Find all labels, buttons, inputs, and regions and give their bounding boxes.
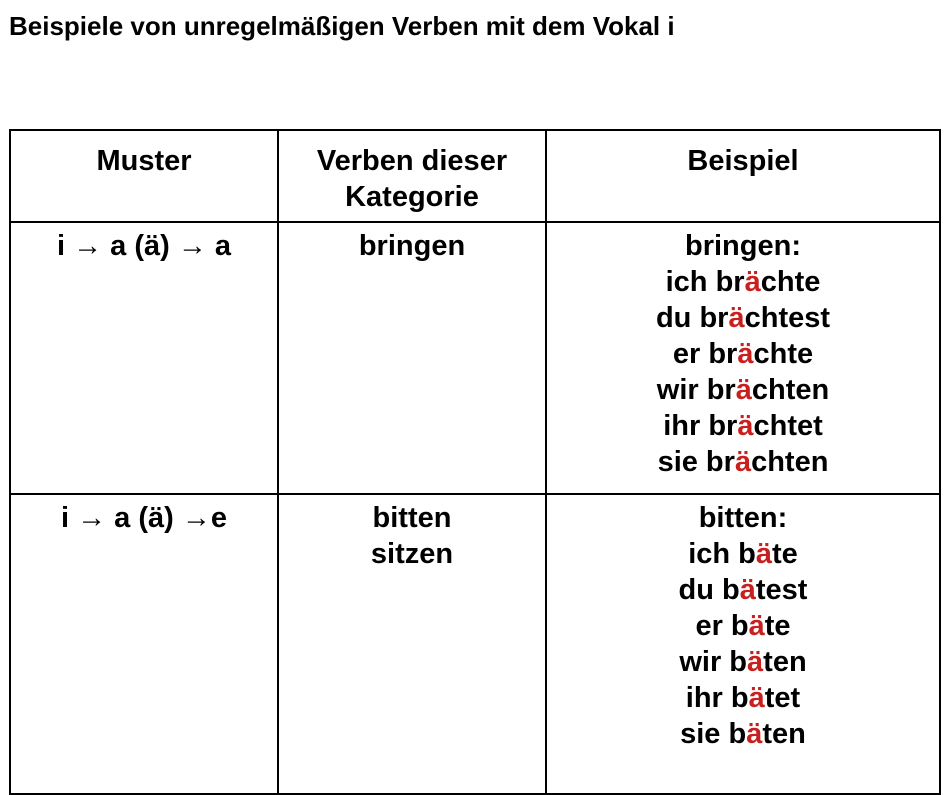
conjugation-line bbox=[547, 572, 939, 608]
highlighted-vowel: ä bbox=[728, 302, 745, 334]
highlighted-vowel: ä bbox=[755, 538, 772, 570]
muster-cell bbox=[10, 494, 278, 794]
conjugation-ending: chten bbox=[751, 374, 830, 406]
conjugation-line bbox=[547, 716, 939, 752]
highlighted-vowel: ä bbox=[734, 446, 752, 478]
conjugation-stem: sie br bbox=[657, 446, 735, 478]
conjugation-ending: chten bbox=[751, 446, 829, 478]
example-cell bbox=[546, 222, 940, 494]
header-verben-line-2: Kategorie bbox=[345, 181, 479, 213]
highlighted-vowel: ä bbox=[744, 266, 761, 298]
muster-pattern: i → a (ä) →e bbox=[61, 502, 227, 534]
table-row bbox=[10, 222, 940, 494]
table-header-row bbox=[10, 130, 940, 222]
conjugation-ending: chte bbox=[760, 266, 821, 298]
example-heading: bringen: bbox=[685, 230, 801, 262]
conjugation-line bbox=[547, 444, 939, 480]
conjugation-stem: wir br bbox=[656, 374, 736, 406]
highlighted-vowel: ä bbox=[747, 646, 764, 678]
conjugation-line bbox=[547, 536, 939, 572]
verb-table bbox=[9, 129, 941, 795]
conjugation-line bbox=[547, 408, 939, 444]
verbs-cell bbox=[278, 222, 546, 494]
highlighted-vowel: ä bbox=[739, 574, 756, 606]
conjugation-ending: ten bbox=[762, 718, 806, 750]
header-verben bbox=[278, 130, 546, 222]
conjugation-line bbox=[547, 336, 939, 372]
conjugation-stem: ich b bbox=[688, 538, 756, 570]
example-cell bbox=[546, 494, 940, 794]
highlighted-vowel: ä bbox=[737, 338, 754, 370]
highlighted-vowel: ä bbox=[737, 410, 754, 442]
header-muster-label: Muster bbox=[96, 145, 192, 177]
highlighted-vowel: ä bbox=[748, 682, 765, 714]
conjugation-ending: te bbox=[764, 610, 791, 642]
conjugation-ending: chte bbox=[753, 338, 814, 370]
conjugation-ending: test bbox=[755, 574, 808, 606]
header-muster bbox=[10, 130, 278, 222]
header-verben-line-1: Verben dieser bbox=[316, 145, 508, 177]
conjugation-line bbox=[547, 608, 939, 644]
header-beispiel-label: Beispiel bbox=[687, 145, 799, 177]
verb-item: bringen bbox=[358, 230, 466, 262]
page-title: Beispiele von unregelmäßigen Verben mit dem Vokal i bbox=[9, 11, 675, 41]
conjugation-line bbox=[547, 264, 939, 300]
conjugation-ending: te bbox=[772, 538, 798, 570]
conjugation-ending: ten bbox=[763, 646, 807, 678]
conjugation-line bbox=[547, 680, 939, 716]
table-row bbox=[10, 494, 940, 794]
conjugation-ending: chtet bbox=[753, 410, 823, 442]
highlighted-vowel: ä bbox=[735, 374, 752, 406]
conjugation-ending: tet bbox=[764, 682, 801, 714]
conjugation-stem: du b bbox=[678, 574, 740, 606]
example-heading: bitten: bbox=[698, 502, 788, 534]
conjugation-stem: er br bbox=[672, 338, 738, 370]
highlighted-vowel: ä bbox=[748, 610, 765, 642]
header-beispiel bbox=[546, 130, 940, 222]
conjugation-stem: wir b bbox=[679, 646, 748, 678]
conjugation-line bbox=[547, 372, 939, 408]
conjugation-stem: ihr b bbox=[685, 682, 749, 714]
muster-pattern: i → a (ä) → a bbox=[56, 230, 232, 262]
conjugation-ending: chtest bbox=[744, 302, 831, 334]
highlighted-vowel: ä bbox=[746, 718, 763, 750]
conjugation-stem: ich br bbox=[665, 266, 745, 298]
conjugation-line bbox=[547, 300, 939, 336]
verb-item: sitzen bbox=[370, 538, 454, 570]
conjugation-stem: sie b bbox=[680, 718, 747, 750]
conjugation-stem: ihr br bbox=[663, 410, 738, 442]
verb-item: bitten bbox=[372, 502, 452, 534]
muster-cell bbox=[10, 222, 278, 494]
verbs-cell bbox=[278, 494, 546, 794]
conjugation-stem: du br bbox=[655, 302, 729, 334]
conjugation-stem: er b bbox=[695, 610, 749, 642]
conjugation-line bbox=[547, 644, 939, 680]
